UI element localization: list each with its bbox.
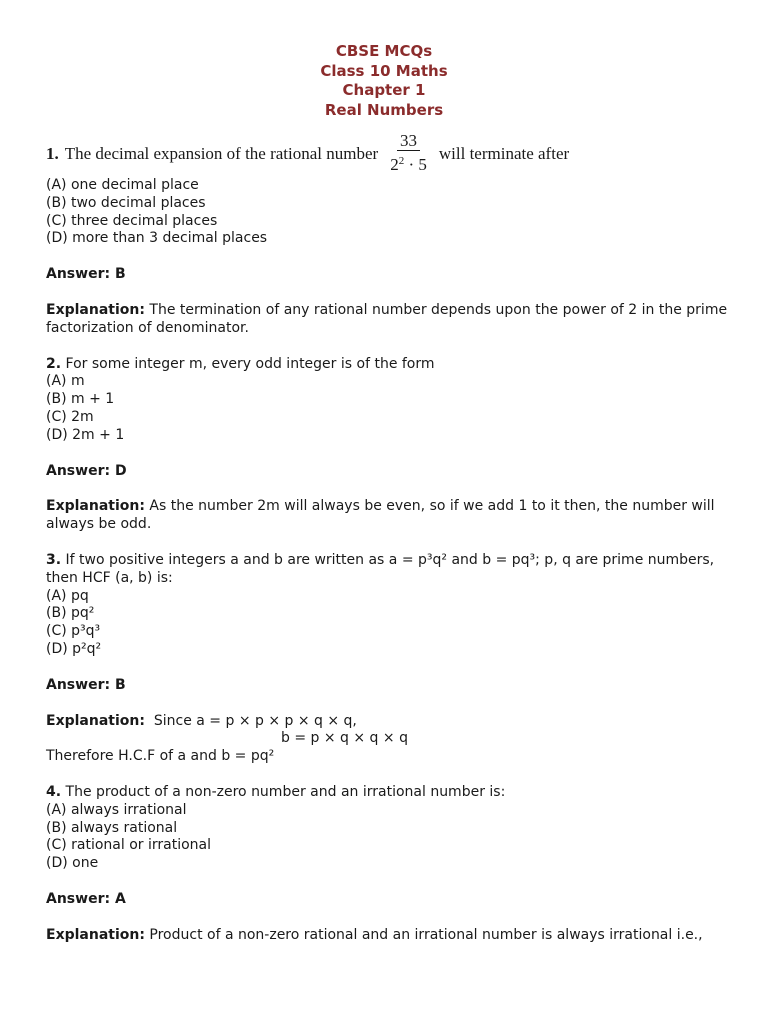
question-1-option-d: (D) more than 3 decimal places xyxy=(46,230,268,247)
explanation-label: Explanation: xyxy=(46,926,145,943)
question-2-answer: Answer: D xyxy=(46,462,127,479)
question-3-number: 3. xyxy=(46,551,62,568)
question-1-fraction xyxy=(388,132,429,175)
header-topic: Real Numbers xyxy=(324,100,444,119)
question-1-text-before: The decimal expansion of the rational number xyxy=(64,143,379,163)
question-1-text-after: will terminate after xyxy=(438,143,570,163)
explanation-text: Product of a non-zero rational and an irrational number is always irrational i.e., xyxy=(149,926,703,943)
question-1-explanation xyxy=(46,302,736,338)
question-4-text: The product of a non-zero number and an irrational number is: xyxy=(65,783,506,800)
explanation-label: Explanation: xyxy=(46,712,145,729)
question-4-option-a: (A) always irrational xyxy=(46,801,187,818)
fraction-denominator: $2^2 \cdot 5$ xyxy=(390,155,427,174)
fraction-numerator: 33 xyxy=(397,132,420,151)
question-3-text: If two positive integers a and b are written as a = p³q² and b = pq³; p, q are prime numbers, then HCF (a, b) is: xyxy=(46,551,715,586)
explanation-label: Explanation: xyxy=(46,301,145,318)
question-4-number: 4. xyxy=(46,783,62,800)
question-4-option-d: (D) one xyxy=(46,855,99,872)
question-1-stem xyxy=(46,132,736,175)
question-1-option-c: (C) three decimal places xyxy=(46,212,218,229)
question-2-option-c: (C) 2m xyxy=(46,408,94,425)
question-3-explanation xyxy=(46,713,736,731)
question-2-number: 2. xyxy=(46,355,62,372)
question-4-answer: Answer: A xyxy=(46,890,126,907)
explanation-text: As the number 2m will always be even, so if we add 1 to it then, the number will always be odd. xyxy=(46,498,715,533)
question-1-answer: Answer: B xyxy=(46,266,126,283)
question-3-explanation-line-2: b = p × q × q × q xyxy=(281,730,408,747)
questions-content xyxy=(46,132,736,945)
question-1-option-a: (A) one decimal place xyxy=(46,177,199,193)
question-4-option-c: (C) rational or irrational xyxy=(46,837,212,854)
question-2-text: For some integer m, every odd integer is of the form xyxy=(65,355,435,372)
question-1-option-b: (B) two decimal places xyxy=(46,194,206,211)
question-2-explanation xyxy=(46,498,736,534)
question-4-option-b: (B) always rational xyxy=(46,819,178,836)
question-2-stem xyxy=(46,356,736,374)
question-3-answer: Answer: B xyxy=(46,676,126,693)
question-3-option-d: (D) p²q² xyxy=(46,640,102,657)
question-3-stem xyxy=(46,552,736,588)
question-3-option-a: (A) pq xyxy=(46,587,89,604)
question-4-explanation xyxy=(46,927,736,945)
question-3-option-c: (C) p³q³ xyxy=(46,623,101,640)
question-4-stem xyxy=(46,784,736,802)
explanation-label: Explanation: xyxy=(46,498,145,515)
question-2-option-b: (B) m + 1 xyxy=(46,391,115,408)
explanation-text: The termination of any rational number depends upon the power of 2 in the prime factorization of denominator. xyxy=(46,301,728,336)
question-2-option-a: (A) m xyxy=(46,373,85,390)
explanation-line-1: Since a = p × p × p × q × q, xyxy=(153,712,357,729)
document-header xyxy=(0,42,768,120)
header-class: Class 10 Maths xyxy=(320,61,448,80)
question-2-option-d: (D) 2m + 1 xyxy=(46,426,125,443)
question-3-explanation-line-3: Therefore H.C.F of a and b = pq² xyxy=(46,748,275,765)
question-1-number: 1. xyxy=(46,143,59,163)
header-title: CBSE MCQs xyxy=(335,42,433,60)
header-chapter: Chapter 1 xyxy=(342,81,426,99)
question-3-option-b: (B) pq² xyxy=(46,605,95,622)
